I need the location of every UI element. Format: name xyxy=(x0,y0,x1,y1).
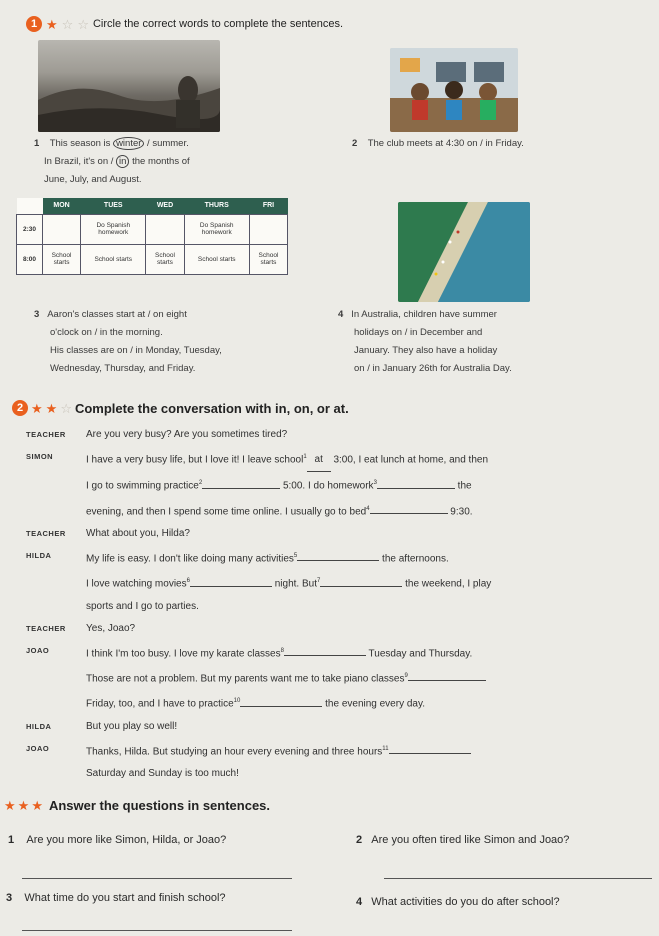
timetable-header: THURS xyxy=(184,198,249,214)
conversation-line: HILDA But you play so well! xyxy=(26,720,178,732)
timetable-cell: Do Spanish homework xyxy=(81,214,146,244)
table-row xyxy=(17,214,288,244)
answer-line[interactable] xyxy=(22,930,292,931)
question-3: 3 What time do you start and finish school? xyxy=(6,892,226,904)
question-2: 2 Are you often tired like Simon and Joao? xyxy=(356,834,570,846)
exercise-1-header xyxy=(26,16,343,32)
conversation xyxy=(26,424,651,785)
timetable-cell: School starts xyxy=(81,244,146,274)
timetable-cell: School starts xyxy=(249,244,287,274)
conversation-line: HILDA My life is easy. I don't like doing many activities$^5$ the afternoons. xyxy=(26,550,449,565)
exercise-instruction: Answer the questions in sentences. xyxy=(48,798,271,813)
conversation-line: I go to swimming practice$^2$ 5:00. I do homework$^3$ the xyxy=(86,480,472,492)
conversation-line: sports and I go to parties. xyxy=(86,600,199,612)
table-row xyxy=(17,244,288,274)
answer-blank[interactable] xyxy=(297,560,379,561)
answer-line[interactable] xyxy=(22,878,292,879)
sentence-4: 4 In Australia, children have summer holidays on / in December and January. They also have a holiday on / in January 26th for Australia Day. xyxy=(338,309,512,374)
answer-blank[interactable] xyxy=(408,680,486,681)
answer-blank[interactable] xyxy=(190,586,272,587)
timetable-header: TUES xyxy=(81,198,146,214)
timetable-time: 2:30 xyxy=(17,214,43,244)
sentence-1: 1 This season is winter / summer. In Brazil, it's on / in the months of June, July, and August. xyxy=(34,138,190,185)
sentence-3: 3 Aaron's classes start at / on eight o'clock on / in the morning. His classes are on / in Monday, Tuesday, Wednesday, Thursday, and Friday. xyxy=(34,309,222,374)
timetable-cell: School starts xyxy=(146,244,184,274)
timetable-header: MON xyxy=(43,198,81,214)
conversation-line: evening, and then I spend some time online. I usually go to bed$^4$ 9:30. xyxy=(86,505,473,517)
star-icon: ★ xyxy=(31,400,43,416)
conversation-line: TEACHER Are you very busy? Are you sometimes tired? xyxy=(26,429,288,440)
star-icon: ★ xyxy=(45,400,58,416)
answer-line[interactable] xyxy=(384,878,652,879)
timetable xyxy=(16,198,288,275)
timetable-cell: School starts xyxy=(184,244,249,274)
timetable-header: FRI xyxy=(249,198,287,214)
circled-answer[interactable]: winter xyxy=(113,137,144,150)
star-icon: ☆ xyxy=(60,400,72,416)
answer-blank[interactable] xyxy=(389,753,471,754)
exercise-2-header xyxy=(12,400,349,416)
conversation-line: Those are not a problem. But my parents want me to take piano classes$^9$ xyxy=(26,665,651,690)
exercise-3-header xyxy=(4,798,270,813)
answer-blank[interactable] xyxy=(202,488,280,489)
star-icon: ☆ xyxy=(77,16,89,32)
timetable-cell: School starts xyxy=(43,244,81,274)
star-icon: ★ xyxy=(17,798,30,813)
star-icon: ★ xyxy=(31,798,43,813)
conversation-line: I love watching movies$^6$ night. But$^7$ the weekend, I play xyxy=(86,578,492,590)
conversation-line: TEACHER What about you, Hilda? xyxy=(26,527,190,539)
timetable-time: 8:00 xyxy=(17,244,43,274)
answer-blank[interactable] xyxy=(377,488,455,489)
conversation-line: Saturday and Sunday is too much! xyxy=(86,767,239,779)
answer-blank[interactable] xyxy=(370,513,448,514)
conversation-line: TEACHER Yes, Joao? xyxy=(26,622,136,634)
timetable-cell: Do Spanish homework xyxy=(184,214,249,244)
conversation-line: SIMON I have a very busy life, but I love it! I leave school$^1$ at 3:00, I eat lunch at home, and then xyxy=(26,446,651,472)
exercise-instruction: Complete the conversation with in, on, or at. xyxy=(74,400,349,416)
answer-blank[interactable] xyxy=(320,586,402,587)
exercise-instruction: Circle the correct words to complete the sentences. xyxy=(92,18,344,30)
star-icon: ★ xyxy=(46,16,58,32)
star-icon: ★ xyxy=(4,798,16,813)
exercise-number-badge: 1 xyxy=(26,16,42,32)
question-1: 1 Are you more like Simon, Hilda, or Joao? xyxy=(8,834,227,846)
timetable-cell xyxy=(249,214,287,244)
question-4: 4 What activities do you do after school? xyxy=(356,896,560,908)
circled-answer[interactable]: in xyxy=(116,155,129,168)
timetable-cell xyxy=(43,214,81,244)
timetable-header: WED xyxy=(146,198,184,214)
photo-beach xyxy=(398,202,530,302)
timetable-cell xyxy=(146,214,184,244)
sentence-2: 2 The club meets at 4:30 on / in Friday. xyxy=(352,138,524,149)
conversation-line: JOAO Thanks, Hilda. But studying an hour every evening and three hours$^{11}$ xyxy=(26,738,651,763)
conversation-line: Friday, too, and I have to practice$^{10}$ the evening every day. xyxy=(86,698,426,710)
exercise-number-badge: 2 xyxy=(12,400,28,416)
photo-hillside xyxy=(38,40,220,132)
answer-blank[interactable]: at xyxy=(307,449,331,472)
conversation-line: JOAO I think I'm too busy. I love my karate classes$^8$ Tuesday and Thursday. xyxy=(26,645,473,659)
photo-club xyxy=(390,48,518,132)
star-icon: ☆ xyxy=(61,16,74,32)
answer-blank[interactable] xyxy=(240,706,322,707)
answer-blank[interactable] xyxy=(284,655,366,656)
